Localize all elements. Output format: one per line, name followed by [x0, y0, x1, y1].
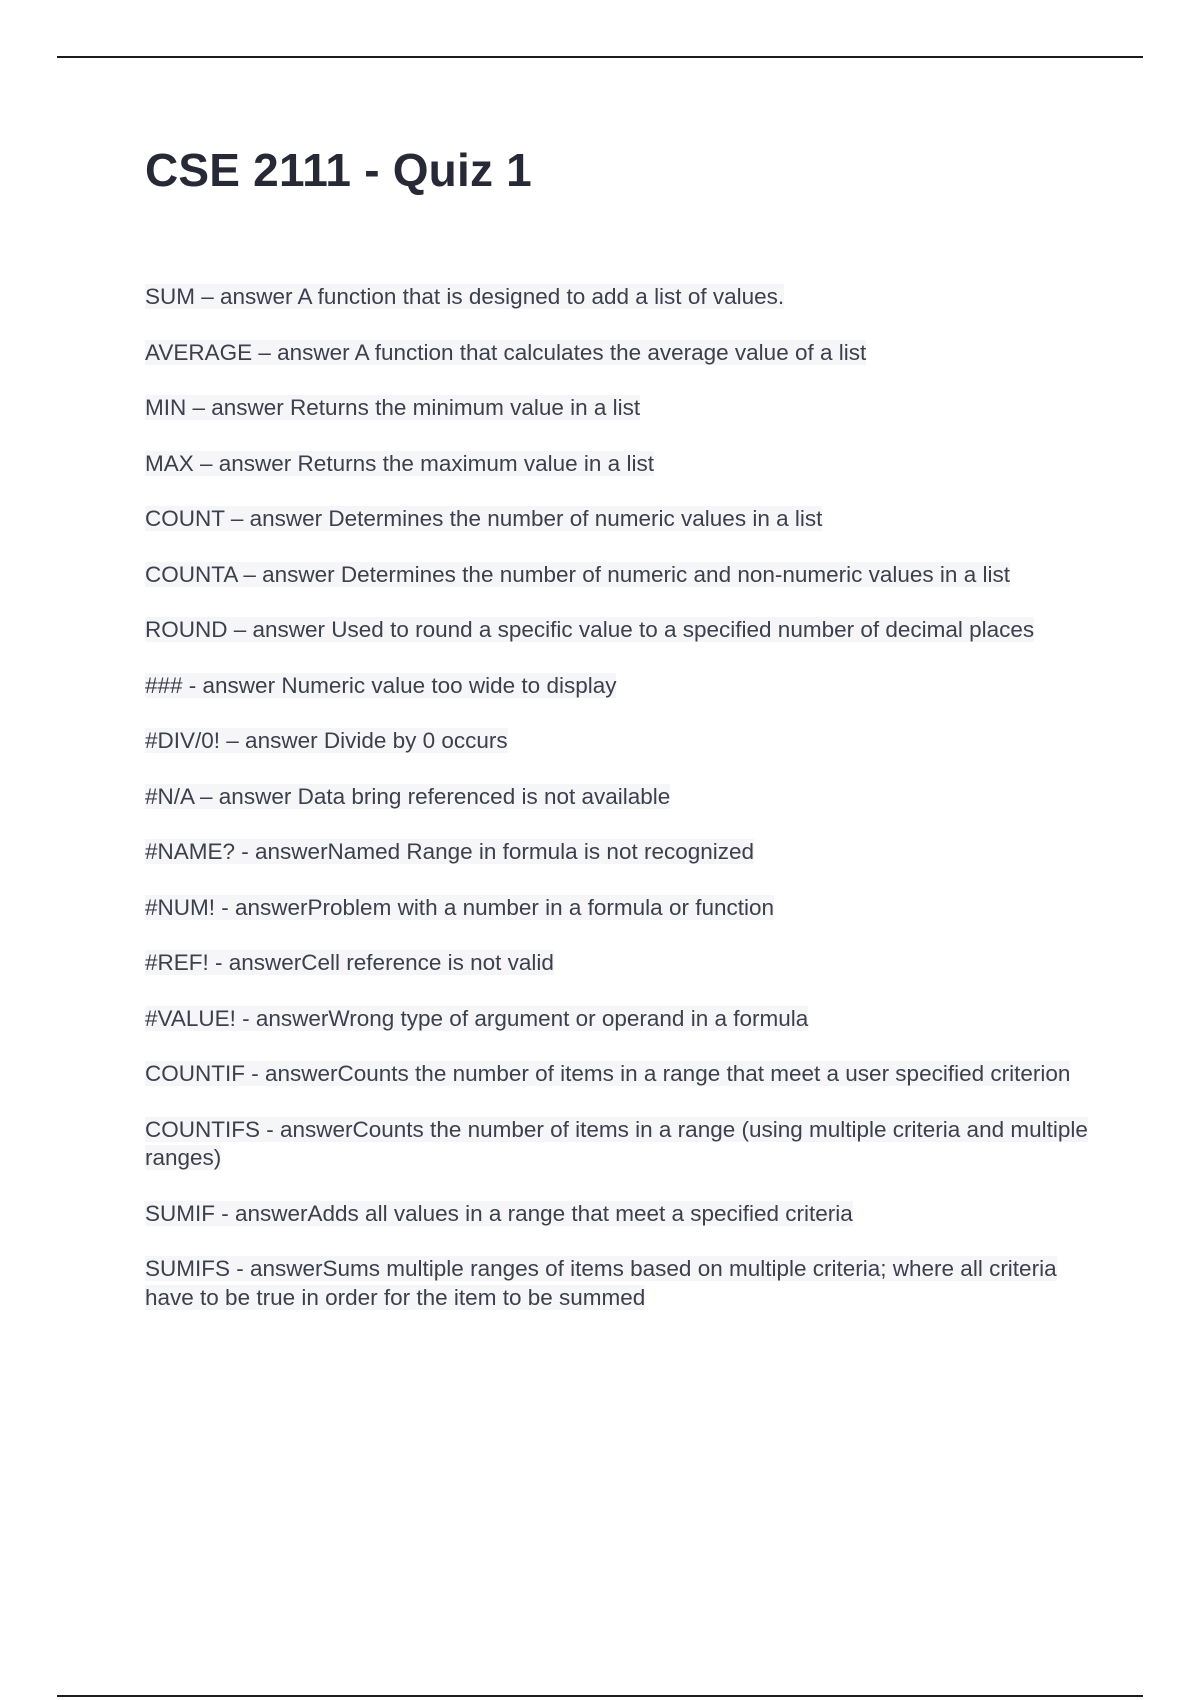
qa-item-text: ### - answer Numeric value too wide to display	[145, 672, 617, 698]
qa-item-text: #VALUE! - answerWrong type of argument or operand in a formula	[145, 1005, 809, 1031]
qa-item	[145, 1116, 1090, 1173]
qa-item	[145, 949, 1090, 978]
qa-item	[145, 1060, 1090, 1089]
qa-item-text: SUMIFS - answerSums multiple ranges of items based on multiple criteria; where all criteria have to be true in order for the item to be summed	[145, 1256, 1057, 1310]
qa-item-text: COUNTA – answer Determines the number of numeric and non-numeric values in a list	[145, 561, 1010, 587]
qa-item-text: SUM – answer A function that is designed to add a list of values.	[145, 284, 785, 309]
qa-item-text: MAX – answer Returns the maximum value in a list	[145, 450, 654, 476]
qa-item	[145, 339, 1090, 368]
qa-item	[145, 450, 1090, 479]
qa-item	[145, 672, 1090, 701]
qa-item-text: #N/A – answer Data bring referenced is not available	[145, 783, 671, 809]
qa-item	[145, 1005, 1090, 1034]
top-rule	[57, 56, 1143, 58]
qa-item-text: SUMIF - answerAdds all values in a range that meet a specified criteria	[145, 1200, 853, 1226]
qa-item-text: #DIV/0! – answer Divide by 0 occurs	[145, 728, 508, 753]
qa-item	[145, 394, 1090, 423]
qa-item	[145, 783, 1090, 812]
qa-item	[145, 894, 1090, 923]
qa-item-text: COUNTIFS - answerCounts the number of items in a range (using multiple criteria and multiple ranges)	[145, 1116, 1088, 1170]
qa-item	[145, 1255, 1090, 1312]
page-title: CSE 2111 - Quiz 1	[145, 144, 532, 196]
qa-item-text: COUNT – answer Determines the number of numeric values in a list	[145, 506, 823, 531]
qa-item	[145, 1200, 1090, 1229]
qa-item-text: #REF! - answerCell reference is not valid	[145, 950, 554, 975]
qa-item	[145, 505, 1090, 534]
qa-item-text: ROUND – answer Used to round a specific value to a specified number of decimal places	[145, 617, 1035, 642]
qa-item	[145, 561, 1090, 590]
bottom-rule	[57, 1695, 1143, 1697]
qa-item	[145, 838, 1090, 867]
qa-item	[145, 727, 1090, 756]
qa-item-text: AVERAGE – answer A function that calculates the average value of a list	[145, 339, 867, 365]
qa-list	[145, 283, 1090, 1339]
qa-item-text: #NUM! - answerProblem with a number in a formula or function	[145, 894, 775, 920]
qa-item	[145, 283, 1090, 312]
qa-item	[145, 616, 1090, 645]
qa-item-text: #NAME? - answerNamed Range in formula is not recognized	[145, 839, 755, 864]
qa-item-text: MIN – answer Returns the minimum value in a list	[145, 395, 641, 420]
qa-item-text: COUNTIF - answerCounts the number of items in a range that meet a user specified criterion	[145, 1061, 1071, 1086]
